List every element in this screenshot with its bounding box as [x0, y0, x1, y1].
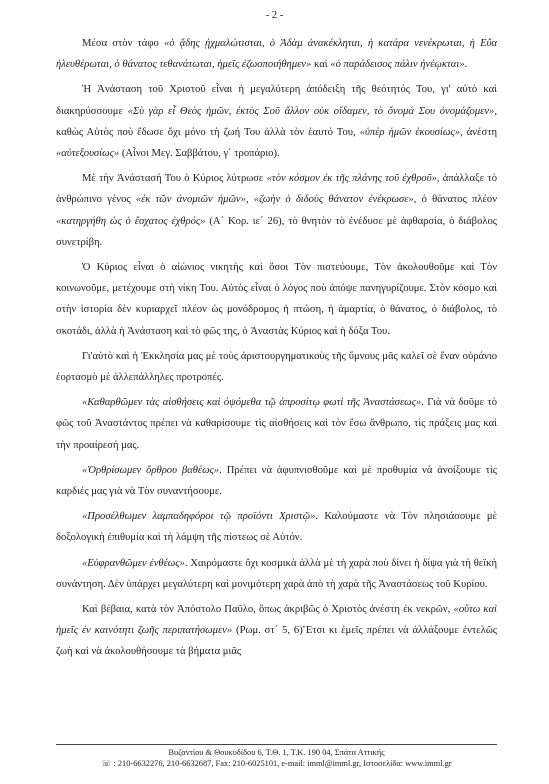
body-text: (Ρωμ. στ΄ 5, 6) — [232, 625, 303, 637]
body-text: , ἀνέστη — [460, 126, 497, 138]
body-text: καὶ — [311, 59, 331, 71]
paragraph-p1 — [56, 33, 497, 75]
quote-text: «Ὀρθρίσωμεν ὄρθρου βαθέως» — [82, 464, 220, 476]
body-text: . Χαιρόμαστε ὄχι κοσμικὰ ἀλλὰ μὲ τὴ χαρὰ ποὺ δίνει ἡ δίψα γιὰ τὴ θεϊκὴ συνάντηση. Δὲν ὑπάρχει μεγαλύτερη καὶ μονιμότερη χαρὰ ἀπὸ τὴ χαρὰ τῆς Ἀναστάσεως τοῦ Κυρίου. — [56, 557, 497, 590]
body-text: , ἀπάλλαξε τὸ ἀνθρώπινο γένος — [56, 173, 497, 206]
footer-contact-text: : 210-6632276, 210-6632687, Fax: 210-6025101, e-mail: imml@imml.gr, Ιστοσελίδα: www.imml.gr — [113, 759, 452, 768]
footer-divider — [56, 744, 497, 745]
quote-text: «Προσέλθωμεν λαμπαδηφόροι τῷ προϊόντι Χριστῷ» — [82, 511, 316, 523]
body-text: Μέσα στὸν τάφο — [82, 38, 164, 49]
footer-contact — [56, 758, 497, 769]
page-footer — [56, 747, 497, 769]
quote-text: «αὐτεξουσίως» — [56, 148, 120, 160]
body-text: Γι'αὐτὸ καὶ ἡ Ἐκκλησία μας μὲ τοὺς ἀριστουργηματικοὺς τῆς ὕμνους μᾶς καλεῖ σὲ ἕναν οὐράνιο ἑορτασμὸ μὲ ἀλλεπάλληλες προτροπές. — [56, 350, 497, 384]
body-text: (Αἶνοι Μεγ. Σαββάτου, γ΄ τροπάριο). — [119, 148, 280, 160]
body-text: Μὲ τὴν Ἀνάστασή Του ὁ Κύριος λύτρωσε — [82, 173, 267, 185]
quote-text: «ὁ παράδεισος πάλιν ἠνέῳκται» — [330, 59, 465, 71]
quote-text: «οὕτω καὶ ἡμεῖς ἐν καινότητι ζωῆς περιπατήσωμεν» — [56, 604, 498, 637]
body-text: Καὶ βέβαια, κατὰ τὸν Ἀπόστολο Παῦλο, ὅπως ἀκριβῶς ὁ Χριστὸς ἀνέστη ἐκ νεκρῶν, — [82, 604, 454, 616]
quote-text: «ἐκ τῶν ἀνομιῶν ἡμῶν» — [135, 194, 246, 206]
page-number: - 2 - — [265, 10, 284, 21]
paragraph-p4 — [56, 257, 497, 342]
quote-text: «τὸν κόσμον ἐκ τῆς πλάνης τοῦ ἐχθροῦ» — [266, 173, 437, 185]
quote-text: «ζωὴν ὁ διδοὺς θάνατον ἐνέκρωσε» — [253, 194, 414, 206]
paragraph-p9 — [56, 553, 497, 595]
body-text: , ὁ θάνατος πλέον — [413, 194, 497, 206]
quote-text: «Καθαρθῶμεν τὰς αἰσθήσεις καὶ ὀψόμεθα τῷ ἀπροσίτῳ φωτὶ τῆς Ἀναστάσεως» — [82, 397, 422, 409]
body-text: , καθὼς Αὐτὸς ποὺ ἔδωσε ὄχι μόνο τὴ ζωή Του ἀλλὰ τὸν ἑαυτό Του, — [56, 105, 498, 138]
document-body — [56, 33, 497, 667]
paragraph-p7 — [56, 460, 497, 502]
body-text: . — [464, 59, 468, 71]
quote-text: «ὑπὲρ ἡμῶν ἑκουσίως» — [359, 126, 460, 138]
quote-text: «κατηργήθη ὡς ὁ ἔσχατος ἐχθρός» — [56, 215, 206, 227]
body-text: Ἔτσι κι ἐμεῖς πρέπει νὰ ἀλλάξουμε ἐντελῶς ζωὴ καὶ νὰ ἀκολουθήσουμε τὰ βήματα μιᾶς — [56, 625, 497, 658]
paragraph-p3 — [56, 168, 497, 253]
footer-address: Βυζαντίου & Θουκυδίδου 6, Τ.Θ. 1, Τ.Κ. 190 04, Σπάτα Αττικής — [168, 748, 385, 757]
paragraph-p10 — [56, 599, 497, 663]
quote-text: «Σὺ γὰρ εἶ Θεὸς ἡμῶν, ἐκτὸς Σοῦ ἄλλον οὐκ οἴδαμεν, τὸ ὄνομά Σου ὀνομάζομεν» — [127, 105, 495, 117]
paragraph-p6 — [56, 392, 497, 456]
body-text: . Γιὰ νὰ δοῦμε τὸ φῶς τοῦ Ἀναστάντος πρέπει νὰ καθαρίσουμε τὶς αἰσθήσεις καὶ τὸν ἔσω ἄνθρωπο, τὶς πράξεις μας καὶ τὴν προαίρεσή μας. — [56, 397, 497, 451]
body-text: . Καλούμαστε νὰ Τὸν πλησιάσουμε μὲ δοξολογικὴ ἐπιθυμία καὶ τὴ λάμψη τῆς πίστεως σὲ Αὐτόν. — [56, 511, 497, 544]
body-text: (Α΄ Κορ. ιε΄ 26), τὸ θνητὸν τὸ ἐνέδυσε μὲ ἀφθαρσία, ὁ διάβολος συνετρίβη. — [56, 215, 497, 248]
body-text: Ἡ Ἀνάσταση τοῦ Χριστοῦ εἶναι ἡ μεγαλύτερη ἀπόδειξη τῆς θεότητός Του, γι' αὐτὸ καὶ διακηρύσσουμε — [56, 84, 497, 117]
body-text: , — [245, 194, 254, 206]
body-text: . Πρέπει νὰ ἀφυπνισθοῦμε καὶ μὲ προθυμία νὰ ἀνοίξουμε τὶς καρδιές μας γιὰ νὰ Τὸν συναντήσουμε. — [56, 464, 497, 498]
phone-icon: ☏ — [101, 759, 112, 768]
body-text: Ὁ Κύριος εἶναι ὁ αἰώνιος νικητὴς καὶ ὅσοι Τὸν πιστεύουμε, Τὸν ἀκολουθοῦμε καὶ Τὸν κοινωνοῦμε, μετέχουμε στὴ νίκη Του. Αὐτὸς εἶναι ὁ λόγος ποὺ ἀπόψε πανηγυρίζουμε. Στὸν κόσμο καὶ στὴν ἱστορία δὲν κυριαρχεῖ πλέον ὡς μονόδρομος ἡ πτώση, ἡ ἁμαρτία, ὁ θάνατος, ὁ διάβολος, τὸ σκοτάδι, ἀλλὰ ἡ Ἀνάσταση καὶ τὸ φῶς της, ὁ Ἀναστὰς Κύριος καὶ ἡ δόξα Του. — [56, 262, 497, 337]
quote-text: «ὁ ᾅδης ᾐχμαλώτισται, ὁ Ἀδὰμ ἀνακέκληται, ἡ κατάρα νενέκρωται, ἡ Εὔα ἠλευθέρωται, ὁ θάνατος τεθανάτωται, ἡμεῖς ἐζωοποιήθημεν» — [56, 38, 497, 71]
quote-text: «Εὐφρανθῶμεν ἐνθέως» — [82, 557, 185, 569]
paragraph-p5 — [56, 346, 497, 388]
paragraph-p8 — [56, 506, 497, 548]
paragraph-p2 — [56, 79, 497, 164]
